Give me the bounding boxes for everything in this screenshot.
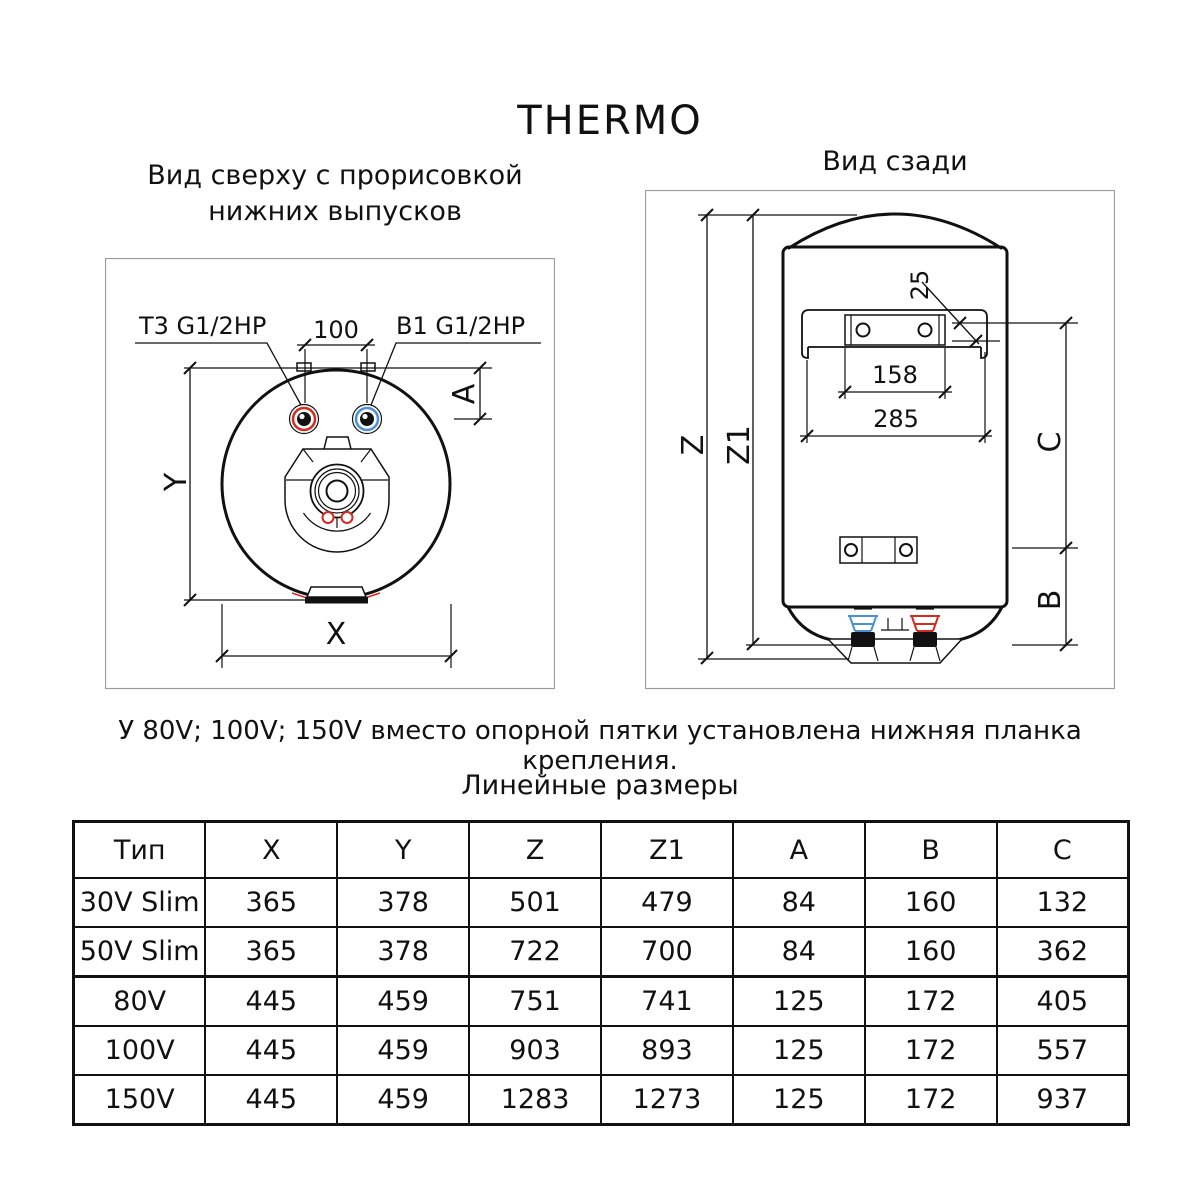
note-text: У 80V; 100V; 150V вместо опорной пятки установлена нижняя планка крепления. <box>118 716 1082 776</box>
dim-z1-label: Z1 <box>722 425 757 465</box>
table-row <box>74 927 1129 977</box>
cell-x: 365 <box>205 927 337 977</box>
dim-a <box>447 362 492 425</box>
cell-b: 172 <box>865 976 997 1026</box>
dim-y-label: Y <box>159 472 194 492</box>
back-view-title: Вид сзади <box>822 146 968 177</box>
col-header-c: C <box>997 822 1129 879</box>
flange-bolt-right <box>342 512 353 523</box>
bracket-hole <box>845 544 857 556</box>
dim-c <box>1012 317 1078 554</box>
table-title: Линейные размеры <box>461 770 739 801</box>
top-view-title-line2: нижних выпусков <box>208 196 462 227</box>
dim-x-label: X <box>325 617 347 652</box>
cell-y: 459 <box>337 1075 469 1125</box>
cell-a: 125 <box>733 1026 865 1075</box>
dimensions-table <box>72 820 1130 1126</box>
dim-100 <box>297 316 375 403</box>
cell-z1: 479 <box>601 878 733 927</box>
cell-b: 172 <box>865 1075 997 1125</box>
drain-detail <box>881 618 909 630</box>
col-header-x: X <box>205 822 337 879</box>
dim-158-label: 158 <box>872 361 918 389</box>
col-header-z: Z <box>469 822 601 879</box>
t3-port-callout <box>135 312 301 405</box>
pipe-tab-right <box>361 363 375 371</box>
dim-158 <box>838 348 952 399</box>
cell-y: 378 <box>337 927 469 977</box>
dim-z-label: Z <box>676 434 711 456</box>
cell-z1: 1273 <box>601 1075 733 1125</box>
cell-c: 937 <box>997 1075 1129 1125</box>
top-view-drawing <box>105 258 555 690</box>
cell-z: 751 <box>469 976 601 1026</box>
dim-a-label: A <box>447 383 482 405</box>
col-header-y: Y <box>337 822 469 879</box>
cell-type: 150V <box>74 1075 206 1125</box>
back-view-drawing <box>645 190 1115 690</box>
cell-type: 100V <box>74 1026 206 1075</box>
dim-c-label: C <box>1033 431 1068 453</box>
cell-c: 362 <box>997 927 1129 977</box>
cell-z: 722 <box>469 927 601 977</box>
cell-z1: 700 <box>601 927 733 977</box>
table-row <box>74 976 1129 1026</box>
flange-assembly <box>285 437 389 552</box>
b1-port-label: B1 G1/2HP <box>396 312 526 340</box>
cell-z: 1283 <box>469 1075 601 1125</box>
cell-a: 84 <box>733 927 865 977</box>
cell-c: 132 <box>997 878 1129 927</box>
dim-b <box>1012 548 1078 651</box>
cell-x: 445 <box>205 976 337 1026</box>
tank-body <box>783 214 1007 663</box>
col-header-a: A <box>733 822 865 879</box>
dim-285-label: 285 <box>873 405 919 433</box>
page-title: THERMO <box>517 98 703 144</box>
cell-c: 405 <box>997 976 1129 1026</box>
bracket-hole <box>919 324 932 337</box>
cell-c: 557 <box>997 1026 1129 1075</box>
cell-x: 445 <box>205 1075 337 1125</box>
cell-y: 459 <box>337 976 469 1026</box>
cell-type: 30V Slim <box>74 878 206 927</box>
bracket-hole <box>857 324 870 337</box>
dim-25-label: 25 <box>906 269 934 301</box>
table-header-row <box>74 822 1129 879</box>
cell-y: 378 <box>337 878 469 927</box>
dim-x <box>216 604 457 668</box>
cell-z1: 741 <box>601 976 733 1026</box>
pipe-tab-left <box>297 363 311 371</box>
cell-b: 160 <box>865 927 997 977</box>
cell-type: 50V Slim <box>74 927 206 977</box>
t3-port-label: T3 G1/2HP <box>139 312 267 340</box>
table-row <box>74 878 1129 927</box>
table-row <box>74 1075 1129 1125</box>
table-row <box>74 1026 1129 1075</box>
cell-a: 125 <box>733 1075 865 1125</box>
dim-100-label: 100 <box>313 316 359 344</box>
cell-z: 903 <box>469 1026 601 1075</box>
col-header-z1: Z1 <box>601 822 733 879</box>
cell-a: 125 <box>733 976 865 1026</box>
cell-x: 365 <box>205 878 337 927</box>
flange-bolt-left <box>323 512 334 523</box>
cell-z: 501 <box>469 878 601 927</box>
cell-x: 445 <box>205 1026 337 1075</box>
cell-b: 172 <box>865 1026 997 1075</box>
dim-z1 <box>722 209 852 650</box>
hot-water-port <box>290 405 319 434</box>
cell-a: 84 <box>733 878 865 927</box>
cell-z1: 893 <box>601 1026 733 1075</box>
cold-water-port <box>353 405 382 434</box>
dim-b-label: B <box>1033 589 1068 611</box>
cell-b: 160 <box>865 878 997 927</box>
col-header-b: B <box>865 822 997 879</box>
col-header-type: Тип <box>74 822 206 879</box>
cell-y: 459 <box>337 1026 469 1075</box>
top-view-title-line1: Вид сверху с прорисовкой <box>147 160 523 191</box>
top-view-title <box>130 158 540 230</box>
lower-bracket <box>840 537 917 563</box>
upper-bracket <box>802 310 987 358</box>
bracket-hole <box>900 544 912 556</box>
cell-type: 80V <box>74 976 206 1026</box>
